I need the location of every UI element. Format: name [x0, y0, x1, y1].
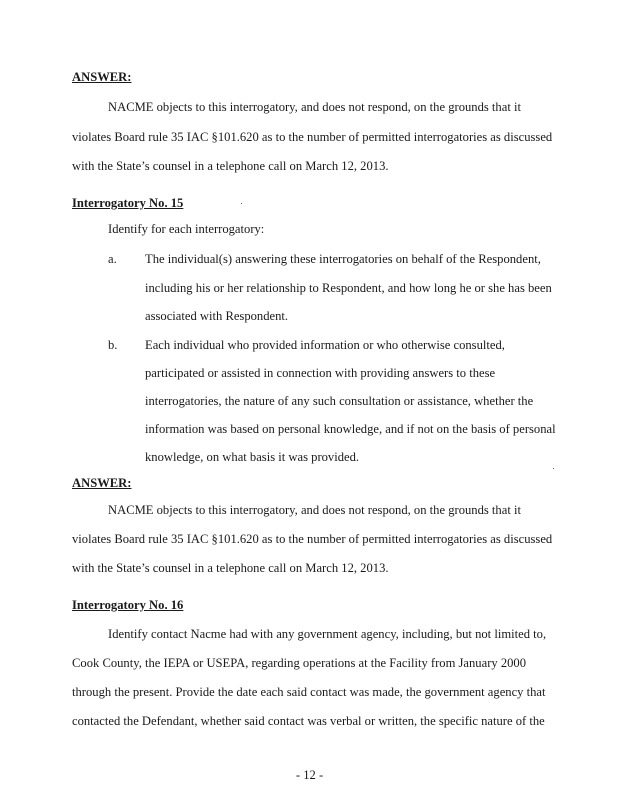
answer-line: with the State’s counsel in a telephone call on March 12, 2013. — [72, 159, 389, 173]
interrogatory-line: through the present. Provide the date each said contact was made, the government agency that — [72, 685, 546, 699]
list-item-line: associated with Respondent. — [145, 309, 289, 323]
list-item-line: interrogatories, the nature of any such consultation or assistance, whether the — [145, 394, 534, 408]
interrogatory-intro: Identify for each interrogatory: — [108, 222, 265, 236]
interrogatory-line: Identify contact Nacme had with any government agency, including, but not limited to, — [108, 627, 547, 641]
interrogatory-line: contacted the Defendant, whether said contact was verbal or written, the specific nature of the — [72, 714, 545, 728]
page-number: - 12 - — [295, 768, 324, 782]
answer-heading: ANSWER: — [72, 70, 132, 84]
interrogatory-heading: Interrogatory No. 16 — [72, 598, 184, 612]
list-marker: b. — [108, 338, 118, 352]
stray-mark — [553, 468, 554, 469]
answer-line: NACME objects to this interrogatory, and does not respond, on the grounds that it — [108, 100, 521, 114]
answer-line: NACME objects to this interrogatory, and does not respond, on the grounds that it — [108, 503, 521, 517]
list-item-line: The individual(s) answering these interrogatories on behalf of the Respondent, — [145, 252, 541, 266]
list-item-line: information was based on personal knowledge, and if not on the basis of personal — [145, 422, 556, 436]
interrogatory-line: Cook County, the IEPA or USEPA, regarding operations at the Facility from January 2000 — [72, 656, 527, 670]
stray-mark — [241, 203, 242, 204]
list-marker: a. — [108, 252, 117, 266]
list-item-line: participated or assisted in connection with providing answers to these — [145, 366, 496, 380]
answer-line: with the State’s counsel in a telephone call on March 12, 2013. — [72, 561, 389, 575]
list-item-line: including his or her relationship to Respondent, and how long he or she has been — [145, 281, 552, 295]
interrogatory-heading: Interrogatory No. 15 — [72, 196, 184, 210]
answer-line: violates Board rule 35 IAC §101.620 as to the number of permitted interrogatories as discussed — [72, 130, 553, 144]
list-item-line: Each individual who provided information or who otherwise consulted, — [145, 338, 505, 352]
list-item-line: knowledge, on what basis it was provided. — [145, 450, 360, 464]
answer-heading: ANSWER: — [72, 476, 132, 490]
answer-line: violates Board rule 35 IAC §101.620 as to the number of permitted interrogatories as discussed — [72, 532, 553, 546]
